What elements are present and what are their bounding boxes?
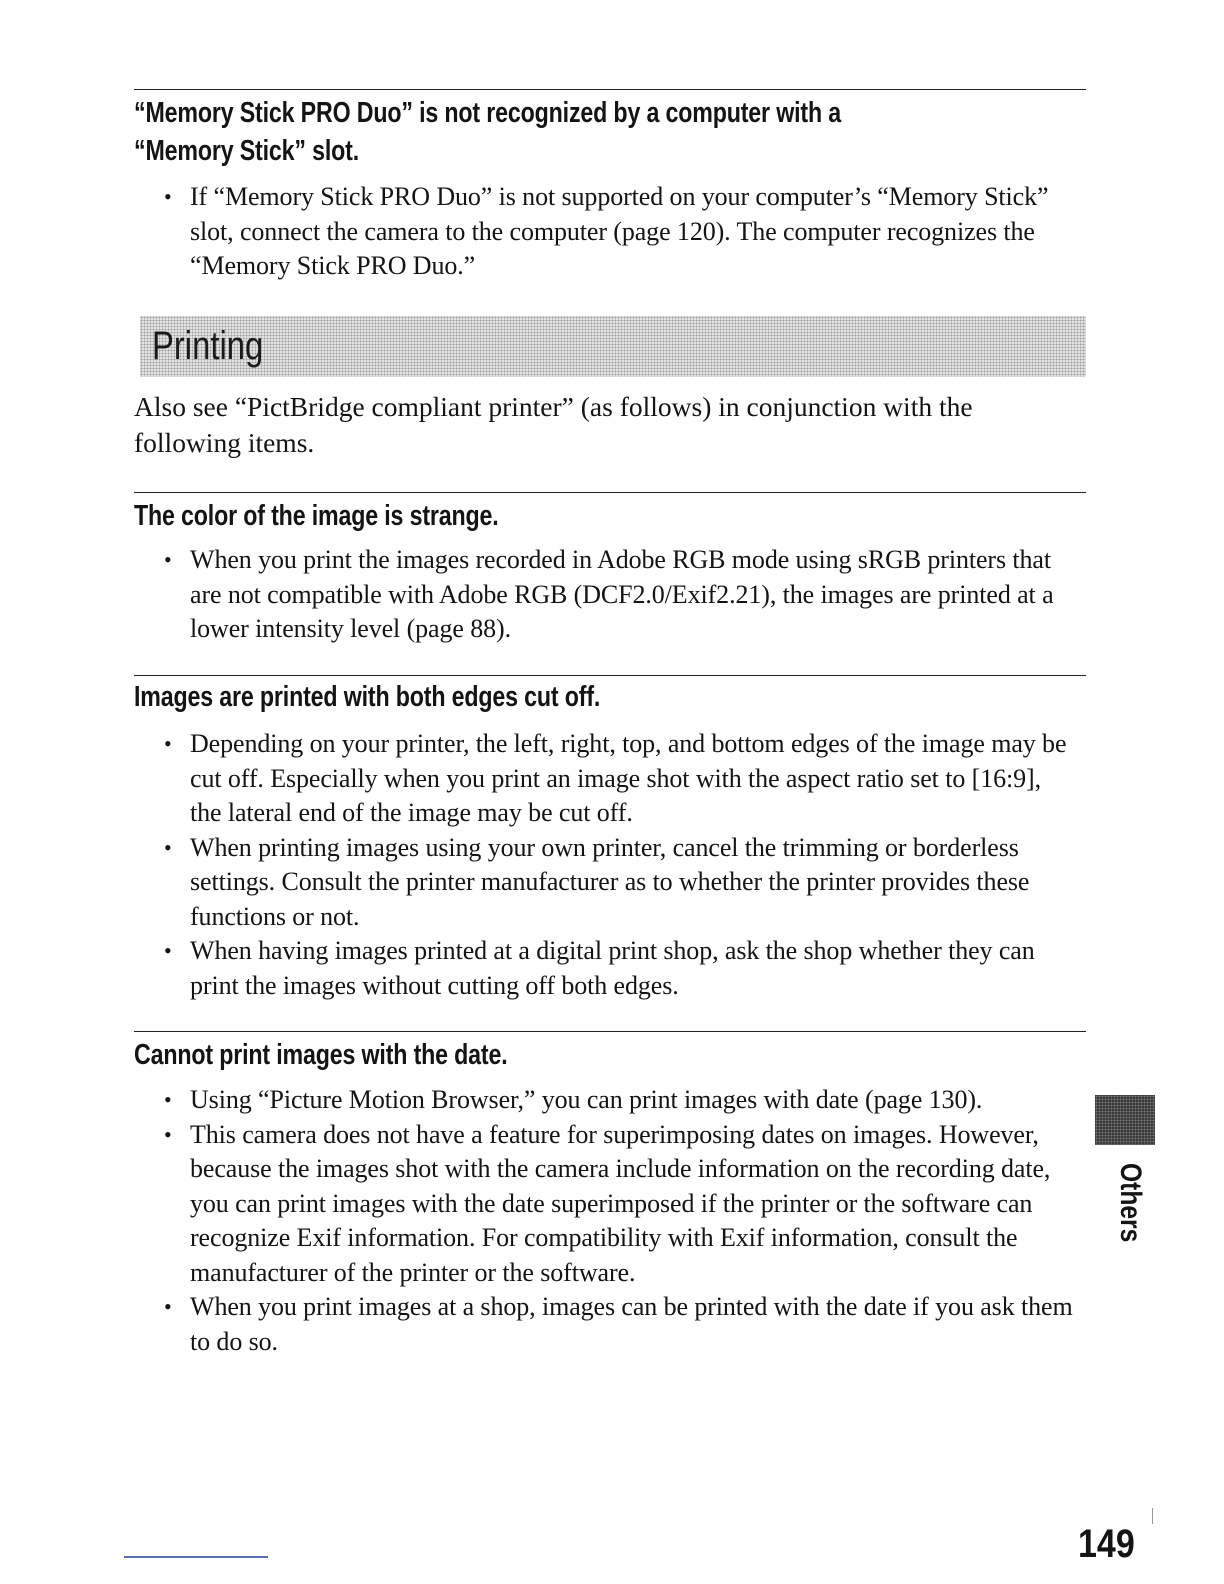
section-divider <box>134 1031 1086 1032</box>
page-number: 149 <box>1078 1522 1135 1566</box>
footer-line <box>124 1556 268 1558</box>
list-item: • Depending on your printer, the left, right, top, and bottom edges of the image may be cut off. Especially when you print an image shot with the aspect ratio set to [16:9], the lateral end of the image may be cut off. <box>164 727 1074 831</box>
section-divider <box>134 492 1086 493</box>
edges-cut-bullets <box>164 727 1074 1003</box>
printing-intro: Also see “PictBridge compliant printer” (as follows) in conjunction with the following items. <box>134 391 973 458</box>
list-item: • When printing images using your own printer, cancel the trimming or borderless settings. Consult the printer manufacturer as to whether the printer provides these functions or not. <box>164 831 1074 935</box>
list-item: • When you print images at a shop, images can be printed with the date if you ask them to do so. <box>164 1290 1074 1359</box>
list-item: • Using “Picture Motion Browser,” you can print images with date (page 130). <box>164 1083 990 1118</box>
heading-edges-cut: Images are printed with both edges cut off. <box>134 681 601 713</box>
date-bullets <box>164 1083 1074 1359</box>
list-item: • When you print the images recorded in Adobe RGB mode using sRGB printers that are not compatible with Adobe RGB (DCF2.0/Exif2.21), the images are printed at a lower intensity level (page 88). <box>164 543 1074 647</box>
printing-section-title: Printing <box>152 324 264 368</box>
color-strange-bullets <box>164 543 1074 647</box>
section-divider <box>134 89 1086 90</box>
side-tab-label: Others <box>1114 1163 1147 1243</box>
heading-line-1: “Memory Stick PRO Duo” is not recognized by a computer with a <box>134 97 841 129</box>
list-item: • When having images printed at a digital print shop, ask the shop whether they can print the images without cutting off both edges. <box>164 934 1074 1003</box>
printing-section-band <box>140 316 1086 377</box>
side-tab-marker <box>1095 1095 1155 1145</box>
heading-date: Cannot print images with the date. <box>134 1039 508 1071</box>
page-edge-mark <box>1152 1508 1153 1524</box>
memory-stick-bullets <box>164 180 1074 284</box>
heading-memory-stick <box>134 94 841 170</box>
list-item: • This camera does not have a feature for superimposing dates on images. However, because the images shot with the camera include information on the recording date, you can print images with the date superimposed if the printer or the software can recognize Exif information. For compatibility with Exif information, consult the manufacturer of the printer or the software. <box>164 1118 1074 1291</box>
heading-line-2: “Memory Stick” slot. <box>134 135 359 167</box>
section-divider <box>134 675 1086 676</box>
heading-color-strange: The color of the image is strange. <box>134 500 499 532</box>
list-item: • If “Memory Stick PRO Duo” is not supported on your computer’s “Memory Stick” slot, connect the camera to the computer (page 120). The computer recognizes the “Memory Stick PRO Duo.” <box>164 180 1074 284</box>
